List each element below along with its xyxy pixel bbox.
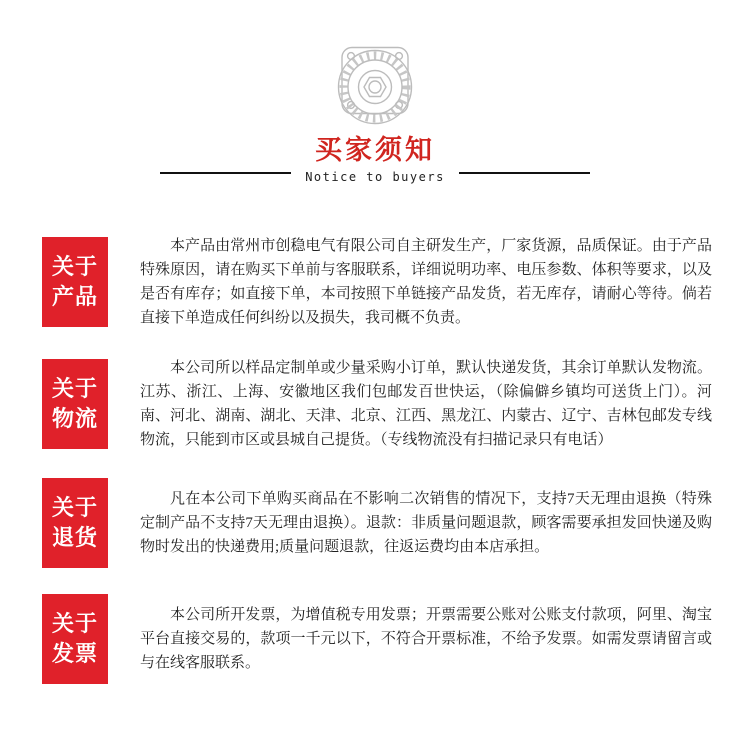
notice-sections xyxy=(0,234,750,684)
header xyxy=(0,0,750,184)
section-text-product: 本产品由常州市创稳电气有限公司自主研发生产，厂家货源，品质保证。由于产品特殊原因，请在购买下单前与客服联系，详细说明功率、电压参数、体积等要求，以及是否有库存；如直接下单，本司按照下单链接产品发货，若无库存，请耐心等待。倘若直接下单造成任何纠纷以及损失，我司概不负责。 xyxy=(140,238,712,326)
section-label-invoice xyxy=(42,594,108,684)
section-about-invoice xyxy=(0,594,750,684)
section-label-line2: 发票 xyxy=(51,641,98,666)
page-title: 买家须知 xyxy=(315,135,435,165)
section-about-logistics xyxy=(0,356,750,452)
subtitle-row xyxy=(0,170,750,184)
section-label-logistics xyxy=(42,359,108,449)
section-text-returns: 凡在本公司下单购买商品在不影响二次销售的情况下，支持7天无理由退换（特殊定制产品不支持7天无理由退换）。退款：非质量问题退款，顾客需要承担发回快递及购物时发出的快递费用;质量问题退款，往返运费均由本店承担。 xyxy=(140,491,712,555)
divider-line-left xyxy=(160,172,291,174)
section-about-product xyxy=(0,234,750,330)
section-text-logistics: 本公司所以样品定制单或少量采购小订单，默认快递发货，其余订单默认发物流。江苏、浙江、上海、安徽地区我们包邮发百世快运，（除偏僻乡镇均可送货上门）。河南、河北、湖南、湖北、天津、北京、江西、黑龙江、内蒙古、辽宁、吉林包邮发专线物流，只能到市区或县城自己提货。（专线物流没有扫描记录只有电话） xyxy=(140,360,712,448)
section-text-invoice: 本公司所开发票，为增值税专用发票；开票需要公账对公账支付款项，阿里、淘宝平台直接交易的，款项一千元以下，不符合开票标准，不给予发票。如需发票请留言或与在线客服联系。 xyxy=(140,607,712,671)
section-label-line1: 关于 xyxy=(51,611,98,636)
section-label-product xyxy=(42,237,108,327)
section-label-line1: 关于 xyxy=(51,254,98,279)
section-label-line1: 关于 xyxy=(51,495,98,520)
section-label-line2: 产品 xyxy=(51,284,98,309)
motor-icon xyxy=(0,46,750,126)
page-subtitle: Notice to buyers xyxy=(305,170,445,184)
section-about-returns xyxy=(0,478,750,568)
section-label-returns xyxy=(42,478,108,568)
section-label-line1: 关于 xyxy=(51,376,98,401)
section-label-line2: 退货 xyxy=(51,525,98,550)
section-label-line2: 物流 xyxy=(51,406,98,431)
divider-line-right xyxy=(459,172,590,174)
